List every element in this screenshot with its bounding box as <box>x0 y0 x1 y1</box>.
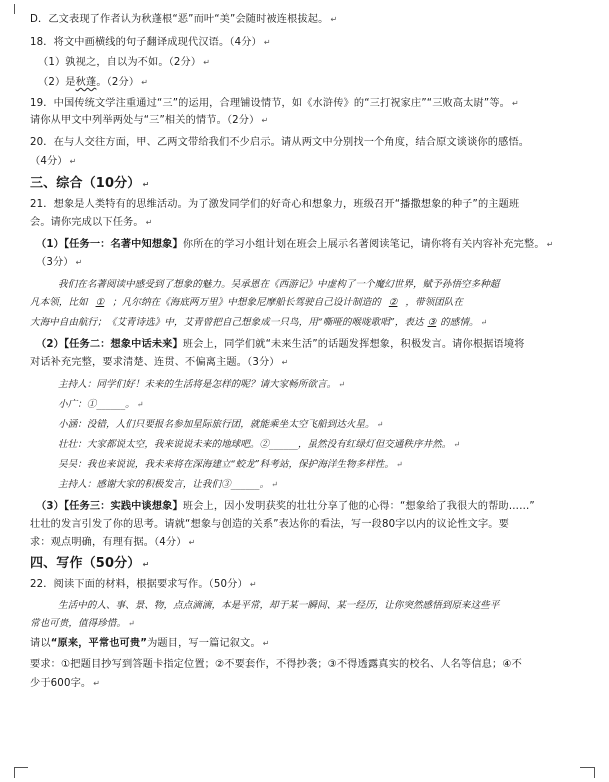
crop-mark <box>594 767 595 778</box>
crop-mark <box>580 767 594 768</box>
essay-requirements: 要求：①把题目抄写到答题卡指定位置；②不要套作，不得抄袭；③不得透露真实的校名、人名等信息；④不 <box>30 659 522 670</box>
q18-sentence-1: （1）孰视之，自以为不如。（2分） ↵ <box>38 57 211 68</box>
task-1-score: （3分） ↵ <box>36 257 83 268</box>
option-d: D．乙文表现了作者认为秋蓬根“恶”而叶“美”会随时被连根拔起。 ↵ <box>30 14 338 25</box>
q18-sentence-2: （2）是秋蓬。（2分） ↵ <box>38 77 149 88</box>
essay-requirements-line-2: 少于600字。 ↵ <box>30 678 101 689</box>
writing-material-line-2: 常也可贵，值得珍惜。 ↵ <box>30 618 135 629</box>
dialogue-zhuangzhuang: 壮壮：大家都说太空，我来说说未来的地球吧。②______，虽然没有红绿灯但交通秩序井然。 ↵ <box>58 439 461 450</box>
crop-mark <box>14 4 15 14</box>
question-21-line-2: 会。请你完成以下任务。 ↵ <box>30 217 153 228</box>
reading-note-line-2: 凡本领，比如 ① ；凡尔纳在《海底两万里》中想象尼摩船长驾驶自己设计制造的 ② ，带领团队在 <box>30 297 463 308</box>
crop-mark <box>14 767 15 778</box>
reading-note-line-3: 大海中自由航行；《艾青诗选》中，艾青曾把自己想象成一只鸟，用“嘶哑的喉咙歌唱”，表达 ③ 的感情。 ↵ <box>30 317 488 328</box>
question-22: 22．阅读下面的材料，根据要求写作。（50分） ↵ <box>30 579 257 590</box>
dialogue-host-1: 主持人：同学们好！未来的生活将是怎样的呢？请大家畅所欲言。 ↵ <box>58 379 345 390</box>
question-21: 21．想象是人类特有的思维活动。为了激发同学们的好奇心和想象力，班级召开“播撒想象的种子”的主题班 <box>30 199 520 210</box>
crop-mark <box>14 767 28 768</box>
dialogue-wuwu: 吴吴：我也来说说，我未来将在深海建立“蛟龙”科考站，保护海洋生物多样性。 ↵ <box>58 459 403 470</box>
task-2-line-2: 对话补充完整，要求清楚、连贯、不偏离主题。（3分） ↵ <box>30 357 289 368</box>
task-1: （1）【任务一：名著中知想象】你所在的学习小组计划在班会上展示名著阅读笔记，请你将有关内容补充完整。 ↵ <box>36 239 554 250</box>
essay-title-instruction: 请以“原来，平常也可贵”为题目，写一篇记叙文。 ↵ <box>30 638 270 649</box>
section-3-heading: 三、综合（10分） ↵ <box>30 176 150 191</box>
question-18: 18．将文中画横线的句子翻译成现代汉语。（4分） ↵ <box>30 37 271 48</box>
task-3-line-2: 壮壮的发言引发了你的思考。请就“想象与创造的关系”表达你的看法，写一段80字以内的议论性文字。要 <box>30 519 509 530</box>
writing-material-line-1: 生活中的人、事、景、物，点点滴滴，本是平常，却于某一瞬间、某一经历，让你突然感悟到原来这些平 <box>58 600 500 611</box>
dialogue-host-2: 主持人：感谢大家的积极发言，让我们③______。 ↵ <box>58 479 278 490</box>
task-3-line-3: 求：观点明确，有理有据。（4分） ↵ <box>30 537 196 548</box>
task-2: （2）【任务二：想象中话未来】班会上，同学们就“未来生活”的话题发挥想象，积极发言。请你根据语境将 <box>36 339 525 350</box>
section-4-heading: 四、写作（50分） ↵ <box>30 556 150 571</box>
question-19: 19．中国传统文学注重通过“三”的运用，合理铺设情节，如《水浒传》的“三打祝家庄”“三败高太尉”等。 ↵ <box>30 98 519 109</box>
question-20: 20．在与人交往方面，甲、乙两文带给我们不少启示。请从两文中分别找一个角度，结合原文谈谈你的感悟。 <box>30 137 530 148</box>
dialogue-xiaohan: 小涵：没错，人们只要报名参加星际旅行团，就能乘坐太空飞船到达火星。 ↵ <box>58 419 384 430</box>
dialogue-xiaoguang: 小广：①______。 ↵ <box>58 399 144 410</box>
reading-note-line-1: 我们在名著阅读中感受到了想象的魅力。吴承恩在《西游记》中虚构了一个魔幻世界，赋予孙悟空多种超 <box>58 279 500 290</box>
task-3: （3）【任务三：实践中谈想象】班会上，因小发明获奖的壮壮分享了他的心得：“想象给了我很大的帮助……” <box>36 501 535 512</box>
question-20-line-2: （4分） ↵ <box>30 156 77 167</box>
question-19-line-2: 请你从甲文中列举两处与“三”相关的情节。（2分） ↵ <box>30 115 269 126</box>
